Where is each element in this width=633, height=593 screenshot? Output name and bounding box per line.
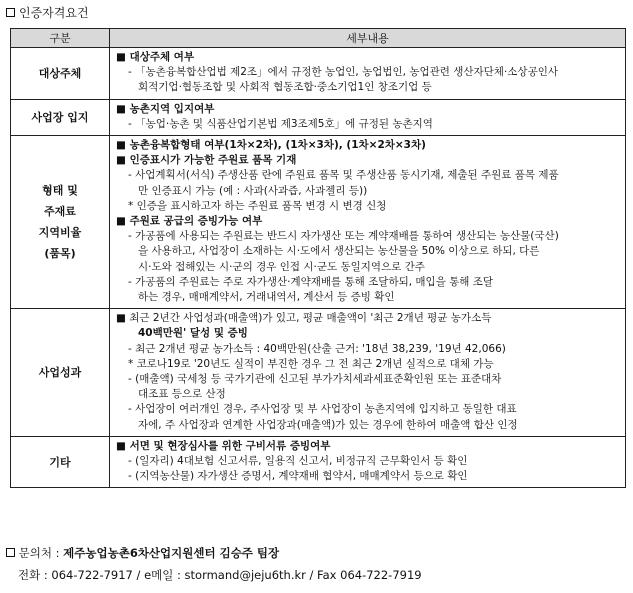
detail-line: - (일자리) 4대보험 신고서류, 일용직 신고서, 비정규직 근무확인서 등 확인 [128,455,468,468]
row-category: 형태 및 주재료 지역비율 (품목) [11,136,110,309]
detail-line: ■ 농촌지역 입지여부 [116,102,215,115]
phone-number: 064-722-7917 [51,568,133,582]
detail-line: ■ 주원료 공급의 증빙가능 여부 [116,215,263,228]
email-label: e메일 : [144,568,181,582]
detail-line: * 인증을 표시하고자 하는 주원료 품목 변경 시 변경 신청 [128,199,387,212]
row-category: 기타 [11,436,110,488]
row-category: 사업장 입지 [11,99,110,135]
heading-text: 인증자격요건 [19,6,89,20]
row-details [110,436,626,488]
detail-line: ■ 인증표시가 가능한 주원료 품목 기재 [116,154,297,167]
detail-line: - (지역농산물) 자가생산 증명서, 계약재배 협약서, 매매계약서 등으로 확인 [128,470,468,483]
email-address[interactable]: stormand@jeju6th.kr [184,568,306,582]
square-bullet-icon [6,548,15,557]
contact-label: 문의처 : [18,546,60,560]
detail-line: - 「농업·농촌 및 식품산업기본법 제3조제5호」에 규정된 농촌지역 [128,117,433,130]
contact-section [6,542,422,586]
detail-line: ■ 서면 및 현장심사를 위한 구비서류 증빙여부 [116,439,331,452]
table-body [11,48,626,488]
detail-line: - 최근 2개년 평균 농가소득 : 40백만원(산출 근거: '18년 38,239, '19년 42,066) [128,342,506,355]
detail-line: * 코로나19로 '20년도 실적이 부진한 경우 그 전 최근 2개년 실적으로 대체 가능 [128,357,494,370]
contact-line [6,542,422,564]
row-category: 사업성과 [11,309,110,437]
detail-line: 하는 경우, 매매계약서, 거래내역서, 계산서 등 증빙 확인 [138,291,395,304]
table-row [11,309,626,437]
phone-label: 전화 : [18,568,48,582]
table-header-row [11,29,626,48]
detail-line: 시·도와 접해있는 시·군의 경우 인접 시·군도 동일지역으로 간주 [138,260,425,273]
detail-line: ■ 농촌융복합형태 여부(1차×2차), (1차×3차), (1차×2차×3차) [116,139,426,152]
fax-label: Fax [317,568,337,582]
square-bullet-icon [6,8,15,17]
table-row [11,436,626,488]
detail-line: 을 사용하고, 사업장이 소재하는 시·도에서 생산되는 농산물을 50% 이상으로 하되, 다른 [138,245,540,258]
detail-line: 자에, 주 사업장과 연계한 사업장과(매출액)가 있는 경우에 한하여 매출액 합산 인정 [138,418,518,431]
detail-line: - 「농촌융복합산업법 제2조」에서 규정한 농업인, 농업법인, 농업관련 생산자단체·소상공인사 [128,66,558,79]
detail-line: 만 인증표시 가능 (예 : 사과(사과즙, 사과젤리 등)) [138,184,368,197]
row-category: 대상주체 [11,48,110,100]
detail-line: ■ 대상주체 여부 [116,51,195,63]
row-details [110,48,626,100]
header-category: 구분 [11,29,110,48]
contact-person: 제주농업농촌6차산업지원센터 김승주 팀장 [63,546,280,560]
row-details [110,136,626,309]
section-heading [6,4,89,21]
table-row [11,136,626,309]
detail-line: ■ 최근 2년간 사업성과(매출액)가 있고, 평균 매출액이 '최근 2개년 평균 농가소득 [116,312,492,325]
contact-details-line: 전화 : 064-722-7917 / e메일 : stormand@jeju6th.kr / Fax 064-722-7919 [18,568,422,582]
detail-line: - 가공품의 주원료는 주로 자가생산·계약재배를 통해 조달하되, 매입을 통해 조달 [128,275,494,288]
table-row [11,48,626,100]
detail-line: 40백만원' 달성 및 증빙 [138,327,248,340]
fax-number: 064-722-7919 [340,568,422,582]
row-details [110,309,626,437]
header-details: 세부내용 [110,29,626,48]
detail-line: - 가공품에 사용되는 주원료는 반드시 자가생산 또는 계약재배를 통하여 생산되는 농산물(국산) [128,230,559,243]
detail-line: 회적기업·협동조합 및 사회적 협동조합·중소기업1인 창조기업 등 [138,81,432,94]
detail-line: 대조표 등으로 산정 [138,388,226,401]
detail-line: - 사업장이 여러개인 경우, 주사업장 및 부 사업장이 농촌지역에 입지하고 동일한 대표 [128,403,517,416]
detail-line: - (매출액) 국세청 등 국가기관에 신고된 부가가치세과세표준확인원 또는 표준대차 [128,373,502,386]
table-row [11,99,626,135]
requirements-table [10,28,626,488]
detail-line: - 사업계획서(서식) 주생산품 란에 주원료 품목 및 주생산품 동시기재, 제출된 주원료 품목 제품 [128,169,559,182]
row-details [110,99,626,135]
